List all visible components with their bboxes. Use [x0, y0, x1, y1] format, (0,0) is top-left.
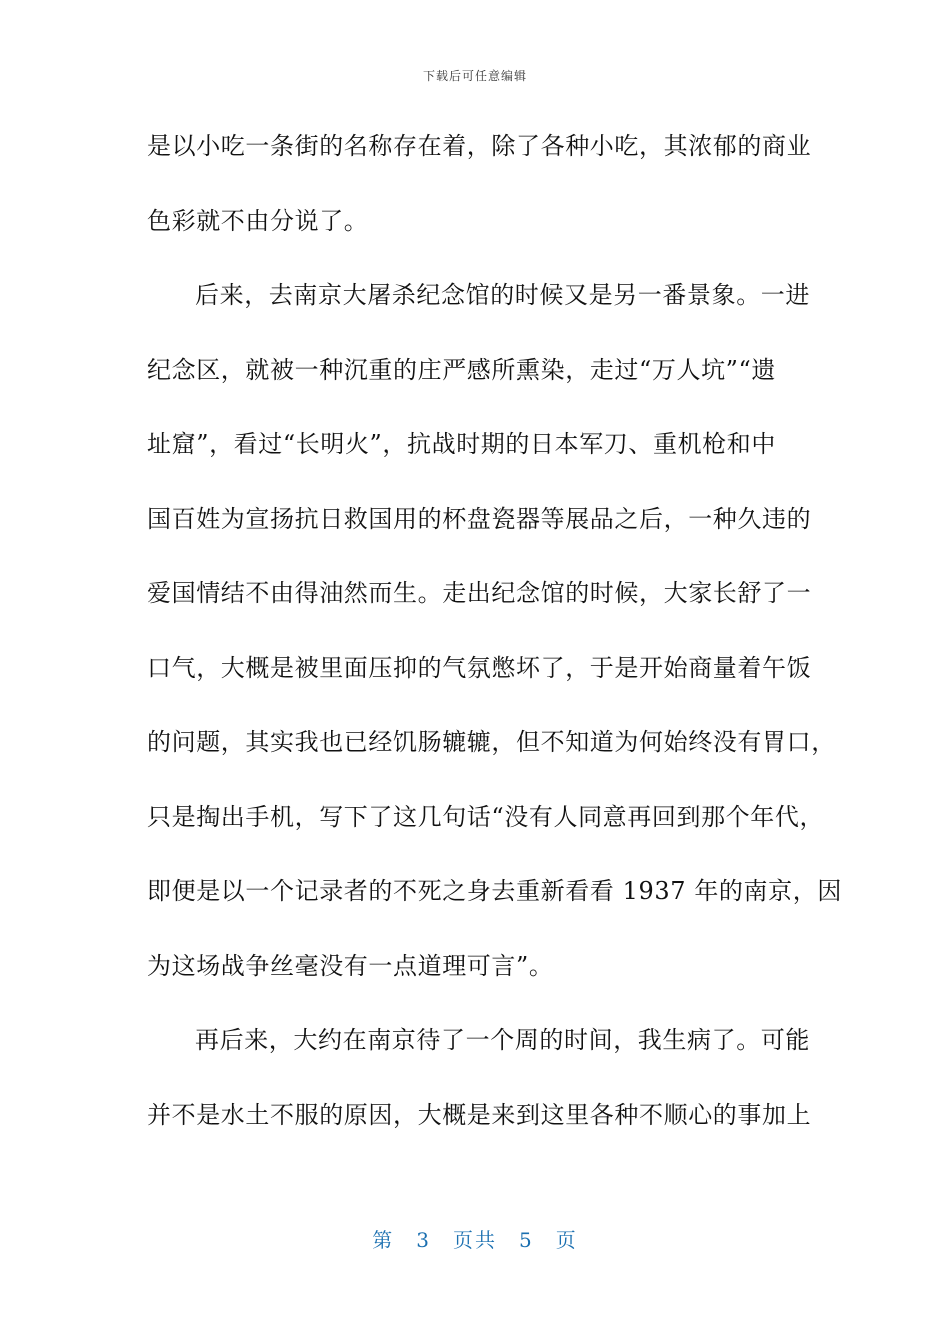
text-line: 的问题，其实我也已经饥肠辘辘，但不知道为何始终没有胃口，: [147, 728, 836, 756]
footer-middle: 页共: [453, 1228, 497, 1252]
current-page-number: 3: [416, 1228, 431, 1252]
text-line: 是以小吃一条街的名称存在着，除了各种小吃，其浓郁的商业: [147, 132, 812, 160]
page-footer: [0, 1224, 950, 1253]
text-line: 后来，去南京大屠杀纪念馆的时候又是另一番景象。一进: [195, 281, 810, 309]
text-line: 并不是水土不服的原因，大概是来到这里各种不顺心的事加上: [147, 1100, 812, 1129]
document-body: [147, 118, 842, 1161]
text-line: 国百姓为宣扬抗日救国用的杯盘瓷器等展品之后，一种久违的: [147, 504, 812, 533]
text-line: 址窟”，看过“长明火”，抗战时期的日本军刀、重机枪和中: [147, 430, 777, 458]
page-header: 下载后可任意编辑: [422, 69, 527, 83]
text-line: 爱国情结不由得油然而生。走出纪念馆的时候，大家长舒了一: [147, 579, 812, 607]
text-line: 再后来，大约在南京待了一个周的时间，我生病了。可能: [195, 1026, 810, 1054]
text-line: 为这场战争丝毫没有一点道理可言”。: [147, 951, 554, 980]
text-line: 口气，大概是被里面压抑的气氛憋坏了，于是开始商量着午饭: [147, 653, 812, 682]
text-line: 只是掏出手机，写下了这几句话“没有人同意再回到那个年代，: [147, 802, 825, 831]
text-line: 即便是以一个记录者的不死之身去重新看看 1937 年的南京，因: [147, 877, 842, 905]
footer-prefix: 第: [372, 1228, 395, 1252]
total-pages-number: 5: [519, 1228, 534, 1252]
footer-suffix: 页: [555, 1228, 578, 1252]
text-line: 色彩就不由分说了。: [147, 206, 369, 235]
text-line: 纪念区，就被一种沉重的庄严感所熏染，走过“万人坑”“遗: [147, 355, 777, 384]
